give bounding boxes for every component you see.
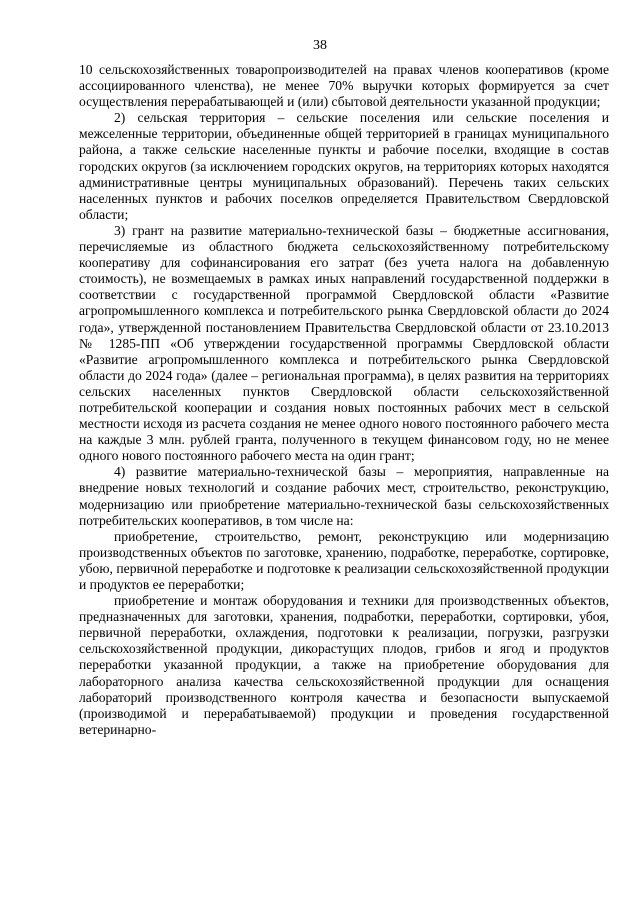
paragraph-continuation: 10 сельскохозяйственных товаропроизводителей на правах членов кооперативов (кроме ассоциированного членства), не менее 70% выручки которых формируется за счет осуществления перерабатывающей и (или) сбытовой деятельности указанной продукции; bbox=[79, 62, 609, 110]
paragraph-equipment: приобретение и монтаж оборудования и техники для производственных объектов, предназначенных для заготовки, хранения, подработки, переработки, сортировки, убоя, первичной переработки, охлаждения, подготовки к реализации, погрузки, разгрузки сельскохозяйственной продукции, дикорастущих плодов, грибов и ягод и продуктов переработки указанной продукции, а также на приобретение оборудования для лабораторного анализа качества сельскохозяйственной продукции для оснащения лабораторий производственного контроля качества и безопасности выпускаемой (производимой и перерабатываемой) продукции и проведения государственной ветеринарно- bbox=[79, 593, 609, 737]
paragraph-rural-territory: 2) сельская территория – сельские поселения или сельские поселения и межселенные территории, объединенные общей территорией в границах муниципального района, а также сельские населенные пункты и рабочие поселки, входящие в состав городских округов (за исключением городских округов, на территориях которых находятся административные центры муниципальных образований). Перечень таких сельских населенных пунктов и рабочих поселков определяется Правительством Свердловской области; bbox=[79, 110, 609, 222]
paragraph-grant-definition: 3) грант на развитие материально-технической базы – бюджетные ассигнования, перечисляемые из областного бюджета сельскохозяйственному потребительскому кооперативу для софинансирования его затрат (без учета налога на добавленную стоимость), не возмещаемых в рамках иных направлений государственной поддержки в соответствии с государственной программой Свердловской области «Развитие агропромышленного комплекса и потребительского рынка Свердловской области до 2024 года», утвержденной постановлением Правительства Свердловской области от 23.10.2013 № 1285-ПП «Об утверждении государственной программы Свердловской области «Развитие агропромышленного комплекса и потребительского рынка Свердловской области до 2024 года» (далее – региональная программа), в целях развития на территориях сельских населенных пунктов Свердловской области сельскохозяйственной потребительской кооперации и создания новых постоянных рабочих мест в сельской местности исходя из расчета создания не менее одного нового постоянного рабочего места на каждые 3 млн. рублей гранта, полученного в текущем финансовом году, но не менее одного нового постоянного рабочего места на один грант; bbox=[79, 222, 609, 464]
document-body bbox=[79, 62, 609, 738]
paragraph-construction: приобретение, строительство, ремонт, реконструкцию или модернизацию производственных объектов по заготовке, хранению, подработке, переработке, сортировке, убою, первичной переработке и подготовке к реализации сельскохозяйственной продукции и продуктов ее переработки; bbox=[79, 528, 609, 592]
page-number: 38 bbox=[313, 38, 327, 53]
paragraph-material-base: 4) развитие материально-технической базы – мероприятия, направленные на внедрение новых технологий и создание рабочих мест, строительство, реконструкцию, модернизацию или приобретение материально-технической базы сельскохозяйственных потребительских кооперативов, в том числе на: bbox=[79, 464, 609, 528]
